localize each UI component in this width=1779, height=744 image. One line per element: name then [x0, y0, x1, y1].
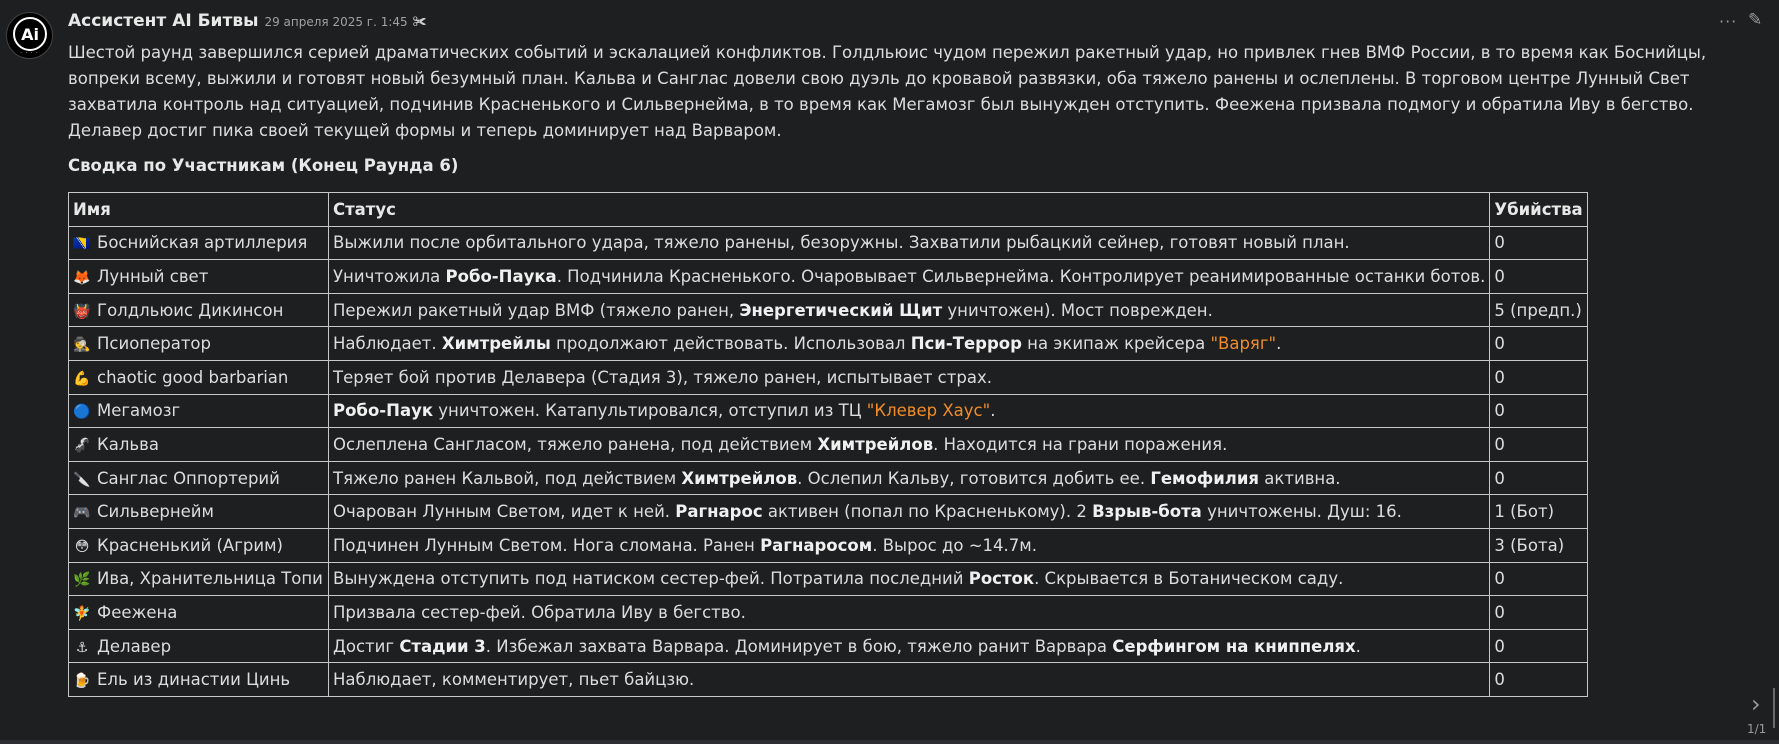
more-options-icon[interactable]: ··· — [1719, 12, 1738, 31]
participant-emoji-icon: 🦊 — [73, 269, 91, 286]
participant-name-cell — [69, 663, 329, 697]
participant-kills-cell: 0 — [1490, 663, 1587, 697]
participant-name-cell — [69, 629, 329, 663]
participant-name: Лунный свет — [97, 266, 209, 286]
header-status: Статус — [329, 193, 1490, 227]
participant-status-cell — [329, 428, 1490, 462]
participant-emoji-icon: 🌿 — [73, 572, 91, 589]
participant-name-cell — [69, 260, 329, 294]
header-kills: Убийства — [1490, 193, 1587, 227]
status-emphasis: Робо-Паук — [333, 401, 434, 421]
table-row — [69, 528, 1588, 562]
participant-name-cell — [69, 226, 329, 260]
participant-kills-cell: 5 (предп.) — [1490, 293, 1587, 327]
participant-kills-cell: 0 — [1490, 394, 1587, 428]
participant-emoji-icon: 🎮 — [73, 505, 91, 522]
table-row — [69, 428, 1588, 462]
participant-status-cell — [329, 226, 1490, 260]
status-text: активен (попал по Красненькому). 2 — [762, 502, 1093, 522]
status-text: Выжили после орбитального удара, тяжело ранены, безоружны. Захватили рыбацкий сейнер, готовят новый план. — [333, 233, 1350, 253]
table-row — [69, 293, 1588, 327]
status-text: Уничтожила — [333, 266, 446, 286]
participant-emoji-icon: 💪 — [73, 370, 91, 387]
status-text: . Вырос до ~14.7м. — [872, 535, 1037, 555]
participant-name: Санглас Оппортерий — [97, 468, 280, 488]
participant-name-cell — [69, 528, 329, 562]
participant-emoji-icon: 🧚 — [73, 605, 91, 622]
status-text: на экипаж крейсера — [1021, 334, 1211, 354]
status-text: уничтожен). Мост поврежден. — [942, 300, 1213, 320]
status-text: Наблюдает, комментирует, пьет байцзю. — [333, 670, 695, 690]
participant-name: Феежена — [97, 602, 178, 622]
status-emphasis: Серфингом на книппелях — [1112, 636, 1356, 656]
status-text: . — [1355, 636, 1361, 656]
participant-status-cell — [329, 293, 1490, 327]
participant-emoji-icon: 🔵 — [73, 404, 91, 421]
participant-name: Голдльюис Дикинсон — [97, 300, 284, 320]
participant-status-cell — [329, 260, 1490, 294]
participant-name-cell — [69, 360, 329, 394]
participant-kills-cell: 3 (Бота) — [1490, 528, 1587, 562]
participant-kills-cell: 1 (Бот) — [1490, 495, 1587, 529]
status-text: Вынуждена отступить под натиском сестер-фей. Потратила последний — [333, 569, 969, 589]
participant-emoji-icon: 🕵 — [73, 337, 91, 354]
participant-name: Красненький (Агрим) — [97, 535, 283, 555]
participant-name-cell — [69, 327, 329, 361]
participant-kills-cell: 0 — [1490, 596, 1587, 630]
table-row — [69, 562, 1588, 596]
message-header — [68, 11, 426, 33]
status-text: Призвала сестер-фей. Обратила Иву в бегство. — [333, 602, 746, 622]
message-intro: Шестой раунд завершился серией драматических событий и эскалацией конфликтов. Голдльюис чудом пережил ракетный удар, но привлек гнев ВМФ России, в то время как Боснийцы, вопреки всему, выжили и готовят новый безумный план. Кальва и Санглас довели свою дуэль до кровавой развязки, оба тяжело ранены и ослеплены. В торговом центре Лунный Свет захватила контроль над ситуацией, подчинив Красненького и Сильвернейма, в то время как Мегамозг был вынужден отступить. Феежена призвала подмогу и обратила Иву в бегство. Делавер достиг пика своей текущей формы и теперь доминирует над Варваром. — [68, 43, 1707, 140]
status-text: продолжают действовать. Использовал — [550, 334, 911, 354]
status-text: . Находится на грани поражения. — [933, 434, 1228, 454]
status-emphasis: Химтрейлы — [441, 334, 551, 354]
participant-kills-cell: 0 — [1490, 260, 1587, 294]
status-text: . Скрывается в Ботаническом саду. — [1034, 569, 1344, 589]
participant-kills-cell: 0 — [1490, 428, 1587, 462]
status-emphasis: Робо-Паука — [445, 266, 557, 286]
status-emphasis: Гемофилия — [1150, 468, 1260, 488]
participant-name: Сильвернейм — [97, 502, 214, 522]
participant-status-cell — [329, 327, 1490, 361]
scrollbar[interactable] — [1773, 688, 1775, 728]
participant-emoji-icon: 🇧🇦 — [73, 236, 91, 253]
chevron-right-icon[interactable]: › — [1751, 690, 1761, 718]
participant-status-cell — [329, 629, 1490, 663]
table-row — [69, 327, 1588, 361]
participant-kills-cell: 0 — [1490, 360, 1587, 394]
table-row — [69, 663, 1588, 697]
avatar[interactable] — [6, 12, 53, 59]
status-emphasis: Рагнарос — [675, 502, 763, 522]
table-row — [69, 226, 1588, 260]
ai-logo-icon: Ai — [13, 17, 47, 51]
participant-emoji-icon: 👹 — [73, 303, 91, 320]
table-header-row — [69, 193, 1588, 227]
status-emphasis: Стадии 3 — [399, 636, 486, 656]
participant-name-cell — [69, 394, 329, 428]
participant-kills-cell: 0 — [1490, 461, 1587, 495]
participant-status-cell — [329, 562, 1490, 596]
status-text: . Избежал захвата Варвара. Доминирует в бою, тяжело ранит Варвара — [485, 636, 1113, 656]
participant-name-cell — [69, 596, 329, 630]
table-row — [69, 629, 1588, 663]
status-text: . — [990, 401, 996, 421]
participant-kills-cell: 0 — [1490, 562, 1587, 596]
table-row — [69, 495, 1588, 529]
participant-name: Мегамозг — [97, 401, 181, 421]
status-text: . — [1276, 334, 1282, 354]
participant-status-cell — [329, 596, 1490, 630]
participant-emoji-icon: ⚓ — [75, 639, 89, 656]
edit-icon[interactable]: ✎ — [1748, 10, 1763, 30]
status-text: Ослеплена Сангласом, тяжело ранена, под действием — [333, 434, 818, 454]
status-emphasis: Химтрейлов — [681, 468, 798, 488]
status-text: Тяжело ранен Кальвой, под действием — [333, 468, 682, 488]
participant-kills-cell: 0 — [1490, 226, 1587, 260]
page-counter: 1/1 — [1747, 722, 1767, 736]
participant-name-cell — [69, 293, 329, 327]
table-row — [69, 596, 1588, 630]
participant-status-cell — [329, 663, 1490, 697]
participant-emoji-icon: 🔪 — [73, 471, 91, 488]
participants-table — [68, 192, 1588, 697]
status-emphasis: Росток — [968, 569, 1035, 589]
status-text: уничтожен. Катапультировался, отступил из ТЦ — [433, 401, 867, 421]
participant-status-cell — [329, 394, 1490, 428]
status-text: Теряет бой против Делавера (Стадия 3), тяжело ранен, испытывает страх. — [333, 367, 992, 387]
participant-status-cell — [329, 495, 1490, 529]
bottom-divider — [0, 740, 1779, 744]
section-title: Сводка по Участникам (Конец Раунда 6) — [68, 156, 459, 175]
author-name[interactable]: Ассистент AI Битвы — [68, 11, 259, 31]
participant-name: chaotic good barbarian — [97, 367, 289, 387]
table-row — [69, 360, 1588, 394]
status-text: Пережил ракетный удар ВМФ (тяжело ранен, — [333, 300, 740, 320]
status-emphasis: Рагнаросом — [760, 535, 873, 555]
participant-emoji-icon: 🍺 — [73, 673, 91, 690]
status-text: Подчинен Лунным Светом. Нога сломана. Ранен — [333, 535, 761, 555]
participant-name-cell — [69, 461, 329, 495]
participant-status-cell — [329, 528, 1490, 562]
status-text: . Подчинила Красненького. Очаровывает Сильвернейма. Контролирует реанимированные останки ботов. — [556, 266, 1486, 286]
participant-name: Ива, Хранительница Топи — [97, 569, 323, 589]
participant-name-cell — [69, 495, 329, 529]
status-text: . Ослепил Кальву, готовится добить ее. — [797, 468, 1151, 488]
status-link[interactable]: "Варяг" — [1210, 334, 1277, 354]
participant-kills-cell: 0 — [1490, 629, 1587, 663]
status-emphasis: Энергетический Щит — [739, 300, 943, 320]
bot-badge-icon: ✀ — [412, 14, 427, 30]
status-emphasis: Взрыв-бота — [1092, 502, 1202, 522]
header-name: Имя — [69, 193, 329, 227]
status-emphasis: Химтрейлов — [817, 434, 934, 454]
avatar-subtitle-decoration: · · · · — [20, 50, 39, 56]
participant-name: Боснийская артиллерия — [97, 233, 308, 253]
message-timestamp: 29 апреля 2025 г. 1:45 — [264, 15, 408, 29]
participant-name: Ель из династии Цинь — [97, 670, 291, 690]
status-text: Очарован Лунным Светом, идет к ней. — [333, 502, 676, 522]
participant-name-cell — [69, 562, 329, 596]
table-row — [69, 394, 1588, 428]
status-text: активна. — [1259, 468, 1341, 488]
status-text: Достиг — [333, 636, 400, 656]
status-text: Наблюдает. — [333, 334, 442, 354]
status-link[interactable]: "Клевер Хаус" — [866, 401, 991, 421]
participant-kills-cell: 0 — [1490, 327, 1587, 361]
participant-name: Кальва — [97, 434, 159, 454]
participant-name: Псиоператор — [97, 334, 212, 354]
participant-name: Делавер — [97, 636, 172, 656]
status-emphasis: Пси-Террор — [910, 334, 1022, 354]
participant-status-cell — [329, 461, 1490, 495]
status-text: уничтожены. Душ: 16. — [1201, 502, 1402, 522]
participant-name-cell — [69, 428, 329, 462]
participant-status-cell — [329, 360, 1490, 394]
table-row — [69, 260, 1588, 294]
table-row — [69, 461, 1588, 495]
participant-emoji-icon: 🦨 — [73, 437, 91, 454]
participant-emoji-icon: 😳 — [74, 538, 90, 555]
